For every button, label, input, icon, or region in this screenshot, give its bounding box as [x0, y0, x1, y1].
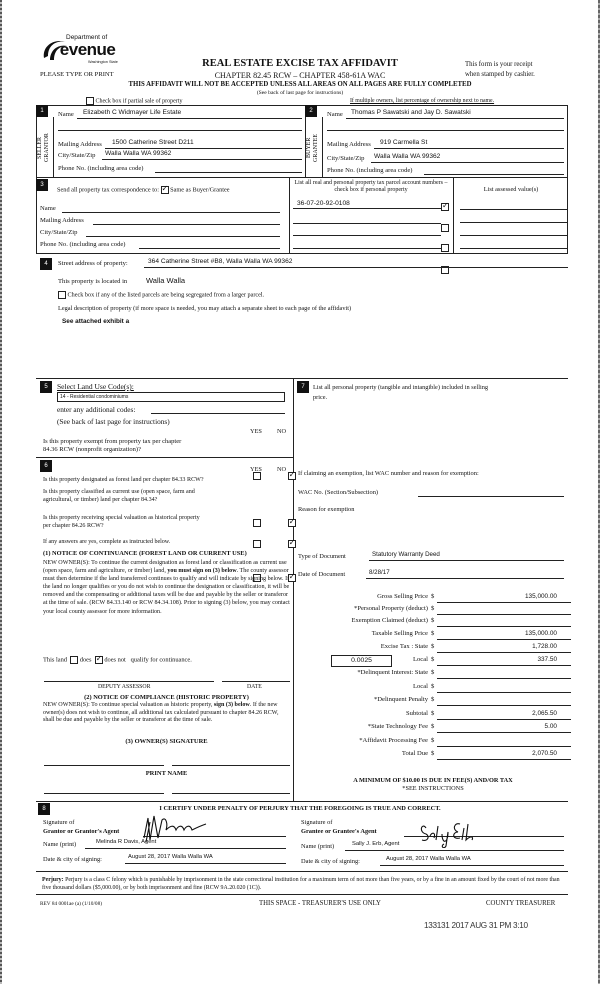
personal-property-label-2: price.: [313, 394, 328, 401]
section-8-number: 8: [38, 803, 50, 815]
parcel-number-field[interactable]: [293, 223, 441, 224]
grantee-name-value[interactable]: Sally J. Erb, Agent: [352, 841, 400, 847]
tax-row-label: Total Due: [401, 750, 428, 757]
dollar-sign: $: [431, 630, 435, 637]
grantor-signature-icon: [140, 812, 250, 844]
question-text: Is this property classified as current use (open space, farm and: [43, 489, 195, 495]
tax-row-label: Local: [412, 656, 428, 663]
question-text: Is this property receiving special valuation as historical property: [43, 515, 200, 521]
tax-row: [296, 710, 571, 720]
tax-row-field[interactable]: [437, 639, 571, 640]
document-date-label: Date of Document: [298, 571, 346, 578]
dor-logo: [40, 30, 120, 72]
exemption-reason-label: Reason for exemption: [298, 506, 355, 513]
tax-row-field[interactable]: [437, 652, 571, 653]
street-address-label: Street address of property:: [58, 260, 128, 267]
seller-phone-label: Phone No. (including area code): [58, 165, 144, 172]
land-use-instructions: (See back of last page for instructions): [57, 417, 170, 426]
tax-row-label: *State Technology Fee: [367, 723, 428, 730]
current-use-yes-checkbox[interactable]: [253, 540, 261, 548]
located-in-value[interactable]: Walla Walla: [146, 276, 186, 285]
qualify-label: qualify for continuance.: [130, 656, 192, 664]
tax-row-label: Local: [412, 683, 428, 690]
parcel-assessed-field[interactable]: [460, 248, 567, 249]
legal-description-label: Legal description of property (if more space is needed, you may attach a separate sheet to each page of the affidavit): [58, 305, 352, 312]
wac-field[interactable]: [418, 496, 564, 497]
tax-row-field[interactable]: [437, 602, 571, 603]
continuance-title: (1) NOTICE OF CONTINUANCE (FOREST LAND OR CURRENT USE): [43, 550, 247, 557]
instructions-note: (See back of last page for instructions): [256, 90, 344, 96]
dollar-sign: $: [431, 723, 435, 730]
partial-sale-checkbox[interactable]: [86, 97, 94, 105]
logo-wordmark: [48, 41, 115, 58]
tax-row-value: 2,070.50: [532, 750, 557, 757]
dollar-sign: $: [431, 593, 435, 600]
tax-row: [296, 683, 571, 693]
corr-mailing-label: Mailing Address: [40, 217, 84, 224]
grantor-date-label: Date & city of signing:: [43, 856, 102, 863]
grantee-date-value[interactable]: August 28, 2017 Walla Walla WA: [386, 856, 471, 862]
parcel-assessed-field[interactable]: [460, 222, 567, 223]
continuance-text-b: . The county assessor must then determine if the land transferred continues to qualify and will indicate by signing below. If the land no longer qualifies or you do not wish to continue the designation or classification, it will be removed and the compensating or additional taxes will be due and payable by the seller or transferor at the time of sale. (RCW 84.33.140 or RCW 84.34.108). Prior to signing (3) below, you may contact your local county assessor for more information.: [43, 568, 290, 615]
dollar-sign: $: [431, 669, 435, 676]
buyer-side-label: [306, 125, 320, 171]
buyer-phone-label: Phone No. (including area code): [327, 167, 413, 174]
corr-city-label: City/State/Zip: [40, 229, 78, 236]
tax-row: [296, 669, 571, 679]
question-text-2: agricultural, or timber) land per chapter 84.34?: [43, 497, 158, 503]
tax-row-field[interactable]: [437, 759, 571, 760]
does-not-checkbox[interactable]: [95, 656, 103, 664]
designation-yes-header: YES: [250, 466, 262, 473]
logo-state-text: Washington State: [88, 60, 118, 64]
segregated-checkbox[interactable]: [58, 291, 66, 299]
perjury-text: Perjury is a class C felony which is punishable by imprisonment in the state correctional institution for a maximum term of not more than five years, or by a fine in an amount fixed by the court of not more than five thousand dollars ($5,000.00), or by both imprisonment and fine (RCW 9A.20.020 (1C)).: [42, 877, 560, 891]
seller-name-label: Name: [58, 111, 74, 118]
buyer-mailing-label: Mailing Address: [327, 141, 371, 148]
if-yes-instruction: If any answers are yes, complete as instructed below.: [43, 539, 171, 545]
compliance-text: [43, 702, 290, 725]
does-checkbox[interactable]: [70, 656, 78, 664]
buyer-city-value[interactable]: Walla Walla WA 99362: [374, 153, 441, 160]
tax-row: [296, 723, 571, 733]
tax-row-label: *Delinquent Interest: State: [357, 669, 428, 676]
section-6-number: 6: [40, 460, 52, 472]
parcel-number-field[interactable]: [293, 235, 441, 236]
receipt-note-1: This form is your receipt: [465, 61, 533, 68]
land-use-select[interactable]: [57, 392, 285, 402]
multiple-owners-note: If multiple owners, list percentage of ownership next to name.: [350, 98, 495, 104]
land-use-selected: 14 - Residential condominiums: [60, 394, 129, 400]
buyer-mailing-value[interactable]: 919 Carmella St: [380, 139, 428, 146]
form-subtitle: CHAPTER 82.45 RCW – CHAPTER 458-61A WAC: [214, 71, 386, 80]
section-5-number: 5: [40, 381, 52, 393]
local-rate-box[interactable]: [331, 655, 392, 667]
perjury-label: Perjury:: [42, 877, 64, 883]
tax-row-field[interactable]: [437, 692, 571, 693]
grantee-label: GRANTEE: [313, 134, 319, 162]
continuance-text-a: NEW OWNER(S): To continue the current designation as forest land or classification as current use (open space, farm and agriculture, or timber) land,: [43, 560, 287, 575]
tax-row-value: 1,728.00: [532, 643, 557, 650]
form-title: REAL ESTATE EXCISE TAX AFFIDAVIT: [202, 58, 398, 69]
dollar-sign: $: [431, 617, 435, 624]
grantee-sig-label-1: Signature of: [301, 819, 333, 826]
wac-label: WAC No. (Section/Subsection): [298, 489, 379, 496]
seller-mailing-value[interactable]: 1500 Catherine Street D211: [112, 139, 194, 146]
this-land-label: This land: [43, 656, 67, 664]
grantor-name-label: Name (print): [43, 841, 77, 848]
tax-row-field[interactable]: [437, 678, 571, 679]
logo-dept-text: Department of: [66, 34, 108, 41]
completion-warning: THIS AFFIDAVIT WILL NOT BE ACCEPTED UNLESS ALL AREAS ON ALL PAGES ARE FULLY COMPLETED: [128, 81, 472, 88]
parcels-header: List all real and personal property tax parcel account numbers – check box if personal property: [294, 180, 448, 193]
dollar-sign: $: [431, 737, 435, 744]
perjury-notice: [42, 876, 567, 892]
tax-row: [296, 617, 571, 627]
seller-city-value[interactable]: Walla Walla WA 99362: [105, 150, 172, 157]
segregated-row: [58, 291, 264, 299]
parcel-assessed-field[interactable]: [460, 209, 567, 210]
corr-city-field[interactable]: [86, 236, 280, 237]
additional-codes-label: enter any additional codes:: [57, 405, 136, 414]
tax-row-field[interactable]: [437, 665, 571, 666]
tax-row-label: *Affidavit Processing Fee: [359, 737, 428, 744]
assessor-date-field[interactable]: [222, 681, 290, 682]
buyer-phone-field[interactable]: [424, 174, 564, 175]
segregated-label: Check box if any of the listed parcels are being segregated from a larger parcel.: [67, 291, 265, 299]
scan-edge-left: [0, 0, 2, 984]
grantor-sig-label-2: Grantor or Grantor's Agent: [43, 828, 120, 835]
grantee-date-label: Date & city of signing:: [301, 858, 360, 865]
current-use-no-checkbox[interactable]: [288, 540, 296, 548]
treasurer-stamp: 133131 2017 AUG 31 PM 3:10: [424, 921, 528, 930]
seller-side-label: [37, 125, 51, 171]
exemption-label: If claiming an exemption, list WAC number and reason for exemption:: [298, 470, 479, 477]
seller-mailing-label: Mailing Address: [58, 141, 102, 148]
grantee-sig-label-2: Grantee or Grantee's Agent: [301, 828, 377, 835]
logo-word: evenue: [59, 40, 116, 59]
compliance-text-b: . If the new owner(s) does not wish to continue, all additional tax calculated pursuant to chapter 84.26 RCW, shall be due and payable by the seller or transferor at the time of sale.: [43, 702, 279, 724]
section-4-number: 4: [40, 258, 52, 270]
buyer-city-label: City/State/Zip: [327, 155, 365, 162]
please-type-label: PLEASE TYPE OR PRINT: [40, 71, 114, 78]
section-7-number: 7: [297, 381, 309, 393]
section-3-number: 3: [36, 179, 48, 191]
parcel-assessed-field[interactable]: [460, 235, 567, 236]
buyer-name-label: Name: [327, 111, 343, 118]
continuance-row: [43, 656, 192, 664]
continuance-text: [43, 559, 290, 616]
grantor-name-value[interactable]: Melinda R Davis, Agent: [96, 839, 157, 845]
tax-row-value: 135,000.00: [525, 593, 557, 600]
continuance-text-bold: you must sign on (3) below: [167, 568, 237, 575]
correspondence-text: Send all property tax correspondence to:: [57, 186, 159, 194]
tax-row-value: 2,065.50: [532, 710, 557, 717]
county-treasurer-label: COUNTY TREASURER: [486, 900, 556, 907]
tax-row-field[interactable]: [437, 705, 571, 706]
dollar-sign: $: [431, 656, 435, 663]
section-2-number: 2: [305, 105, 317, 117]
logo-initial: [48, 40, 60, 59]
exempt-question-2: 84.36 RCW (nonprofit organization)?: [43, 446, 141, 453]
print-name-field-2[interactable]: [172, 793, 290, 794]
dollar-sign: $: [431, 643, 435, 650]
tax-row-field[interactable]: [437, 732, 571, 733]
parcel-row: [0, 17, 600, 25]
seller-name-value[interactable]: Elizabeth C Widmayer Life Estate: [83, 109, 182, 116]
parcel-personal-checkbox[interactable]: [441, 244, 449, 252]
seller-city-label: City/State/Zip: [58, 152, 96, 159]
same-as-buyer-label: Same as Buyer/Grantee: [170, 186, 230, 194]
local-rate-value: 0.0025: [351, 657, 372, 664]
corr-phone-field[interactable]: [139, 248, 280, 249]
grantor-sig-label-1: Signature of: [43, 819, 75, 826]
dollar-sign: $: [431, 605, 435, 612]
does-label: does: [79, 656, 92, 664]
question-text-2: per chapter 84.26 RCW?: [43, 523, 104, 529]
grantor-label: GRANTOR: [44, 133, 50, 163]
treasurer-use-label: THIS SPACE - TREASURER'S USE ONLY: [259, 900, 381, 907]
document-date-value[interactable]: 8/28/17: [369, 569, 390, 576]
tax-row-field[interactable]: [437, 719, 571, 720]
parcel-number-value[interactable]: 36-07-20-92-0108: [297, 200, 350, 207]
tax-row-field[interactable]: [437, 626, 571, 627]
tax-row-value: 135,000.00: [525, 630, 557, 637]
forest-yes-checkbox[interactable]: [253, 519, 261, 527]
exempt-question-1: Is this property exempt from property tax per chapter: [43, 438, 182, 445]
exempt-yes-checkbox[interactable]: [253, 472, 261, 480]
tax-row: [296, 643, 571, 653]
street-address-value[interactable]: 364 Catherine Street #B8, Walla Walla WA 99362: [148, 258, 293, 265]
parcel-personal-checkbox[interactable]: [441, 203, 449, 211]
buyer-name-value[interactable]: Thomas P Sawatski and Jay D. Sawatski: [351, 109, 471, 116]
dollar-sign: $: [431, 750, 435, 757]
buyer-label: BUYER: [306, 137, 312, 159]
grantee-signature-icon: [420, 818, 500, 848]
tax-row-field[interactable]: [437, 746, 571, 747]
seller-label: SELLER: [37, 137, 43, 159]
question-text: Is this property designated as forest land per chapter 84.33 RCW?: [43, 477, 204, 483]
tax-row: [296, 605, 571, 615]
document-type-label: Type of Document: [298, 553, 346, 560]
same-as-buyer-checkbox[interactable]: [161, 186, 169, 194]
parcel-row: [0, 8, 600, 16]
tax-row-label: Taxable Selling Price: [371, 630, 428, 637]
compliance-title: (2) NOTICE OF COMPLIANCE (HISTORIC PROPERTY): [84, 694, 249, 701]
owner-signature-field-1[interactable]: [44, 765, 164, 766]
deputy-assessor-label: DEPUTY ASSESSOR: [98, 684, 151, 690]
corr-mailing-field[interactable]: [93, 224, 280, 225]
form-revision: REV 84 0001ae (a) (1/10/08): [40, 901, 102, 907]
legal-description-value[interactable]: See attached exhibit a: [62, 318, 130, 325]
partial-sale-row: [86, 97, 182, 105]
parcel-number-field[interactable]: [293, 248, 441, 249]
located-in-label: This property is located in: [58, 278, 128, 285]
dollar-sign: $: [431, 696, 435, 703]
section-1-number: 1: [36, 105, 48, 117]
parcel-personal-checkbox[interactable]: [441, 224, 449, 232]
tax-row-label: *Delinquent Penalty: [373, 696, 428, 703]
does-not-label: does not: [104, 656, 126, 664]
deputy-assessor-signature-field[interactable]: [44, 681, 214, 682]
tax-row-value: 337.50: [537, 656, 557, 663]
land-use-label: Select Land Use Code(s):: [57, 382, 134, 391]
print-name-label: PRINT NAME: [145, 770, 188, 777]
grantee-name-label: Name (print): [301, 843, 335, 850]
owner-signature-field-2[interactable]: [172, 765, 290, 766]
tax-row-label: Excise Tax : State: [380, 643, 428, 650]
additional-codes-field[interactable]: [151, 413, 285, 414]
seller-phone-field[interactable]: [155, 172, 302, 173]
tax-row-label: Subtotal: [406, 710, 428, 717]
exempt-no-header: NO: [277, 428, 287, 435]
corr-name-label: Name: [40, 205, 56, 212]
compliance-text-bold: sign (3) below: [213, 702, 250, 708]
tax-row: [296, 630, 571, 640]
dollar-sign: $: [431, 710, 435, 717]
exempt-yes-header: YES: [250, 428, 262, 435]
tax-row: [296, 593, 571, 603]
partial-sale-label: Check box if partial sale of property: [95, 98, 183, 105]
tax-row-label: Gross Selling Price: [377, 593, 428, 600]
document-type-value[interactable]: Statutory Warranty Deed: [372, 551, 440, 558]
tax-row-label: *Personal Property (deduct): [354, 605, 428, 612]
assessed-header: List assessed value(s): [483, 186, 539, 193]
receipt-note-2: when stamped by cashier.: [465, 71, 535, 78]
tax-row-value: 5.00: [544, 723, 557, 730]
minimum-due-note: A MINIMUM OF $10.00 IS DUE IN FEE(S) AND/OR TAX: [353, 777, 513, 784]
tax-row-field[interactable]: [437, 614, 571, 615]
exempt-no-checkbox[interactable]: [288, 472, 296, 480]
owner-signature-label: (3) OWNER(S) SIGNATURE: [125, 738, 208, 745]
personal-property-label-1: List all personal property (tangible and intangible) included in selling: [313, 384, 489, 391]
print-name-field-1[interactable]: [44, 793, 164, 794]
designation-no-header: NO: [277, 466, 287, 473]
assessor-date-label: DATE: [247, 684, 262, 690]
tax-row: [296, 696, 571, 706]
certification-statement: I CERTIFY UNDER PENALTY OF PERJURY THAT THE FOREGOING IS TRUE AND CORRECT.: [159, 805, 441, 812]
corr-name-field[interactable]: [62, 212, 280, 213]
see-instructions-note: *SEE INSTRUCTIONS: [402, 785, 464, 792]
corr-phone-label: Phone No. (including area code): [40, 241, 126, 248]
personal-property-field[interactable]: [300, 404, 560, 444]
tax-row: [296, 750, 571, 760]
tax-row-label: Exemption Claimed (deduct): [351, 617, 428, 624]
grantor-date-value[interactable]: August 28, 2017 Walla Walla WA: [128, 854, 213, 860]
compliance-text-a: NEW OWNER(S): To continue special valuation as historic property,: [43, 702, 214, 708]
correspondence-label: [57, 186, 230, 194]
dollar-sign: $: [431, 683, 435, 690]
forest-no-checkbox[interactable]: [288, 519, 296, 527]
tax-row: [296, 737, 571, 747]
